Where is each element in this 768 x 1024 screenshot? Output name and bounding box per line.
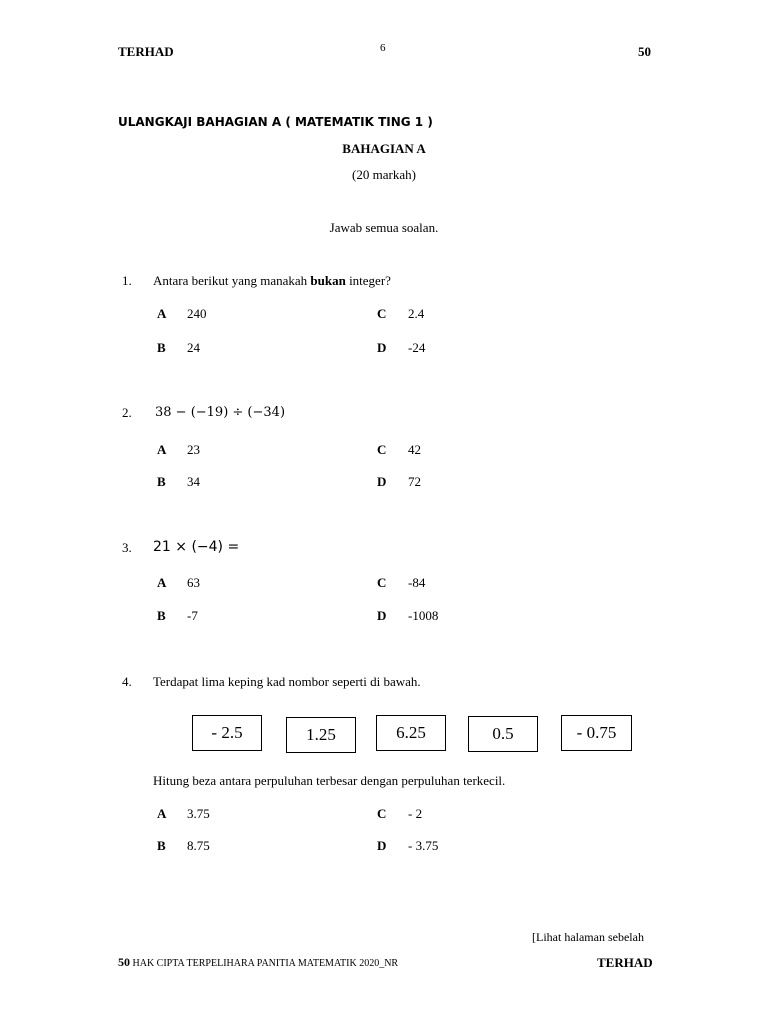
q1-option-c-letter: C <box>377 306 387 321</box>
q4-option-c-value: - 2 <box>408 806 423 821</box>
q3-option-d-value: -1008 <box>408 608 439 623</box>
q3-option-c-letter: C <box>377 575 387 590</box>
q2-option-a-value: 23 <box>187 442 200 457</box>
marks-label: (20 markah) <box>352 167 416 182</box>
question-1-number: 1. <box>122 273 132 288</box>
q4-option-c-letter: C <box>377 806 387 821</box>
question-2-expression: 38 − (−19) ÷ (−34) <box>155 405 286 420</box>
q2-option-c-letter: C <box>377 442 387 457</box>
question-4-number: 4. <box>122 674 132 689</box>
question-3-number: 3. <box>122 540 132 555</box>
q3-option-b-value: -7 <box>187 608 198 623</box>
q1-option-a-letter: A <box>157 306 167 321</box>
section-heading: ULANGKAJI BAHAGIAN A ( MATEMATIK TING 1 ) <box>118 115 433 129</box>
q3-option-d-letter: D <box>377 608 387 623</box>
question-4-text: Terdapat lima keping kad nombor seperti di bawah. <box>153 674 421 689</box>
number-card: 1.25 <box>286 717 356 753</box>
q1-option-b-letter: B <box>157 340 166 355</box>
header-right: 50 <box>638 44 651 59</box>
q3-option-a-letter: A <box>157 575 167 590</box>
q4-option-a-value: 3.75 <box>187 806 210 821</box>
part-title: BAHAGIAN A <box>342 141 426 156</box>
header-page-number: 6 <box>380 42 386 54</box>
q4-option-b-value: 8.75 <box>187 838 210 853</box>
next-page-note: [Lihat halaman sebelah <box>532 930 644 944</box>
q3-option-c-value: -84 <box>408 575 426 590</box>
q2-option-b-value: 34 <box>187 474 200 489</box>
q4-option-d-value: - 3.75 <box>408 838 439 853</box>
q4-option-d-letter: D <box>377 838 387 853</box>
number-card: 0.5 <box>468 716 538 752</box>
instruction: Jawab semua soalan. <box>329 220 439 235</box>
question-1-text: Antara berikut yang manakah bukan integer? <box>153 273 391 288</box>
question-2-number: 2. <box>122 405 132 420</box>
number-card: - 2.5 <box>192 715 262 751</box>
q2-option-b-letter: B <box>157 474 166 489</box>
header-left: TERHAD <box>118 44 174 59</box>
footer-copyright: 50 HAK CIPTA TERPELIHARA PANITIA MATEMATIK 2020_NR <box>118 955 399 969</box>
q1-option-d-value: -24 <box>408 340 426 355</box>
q1-option-a-value: 240 <box>187 306 207 321</box>
q1-option-c-value: 2.4 <box>408 306 425 321</box>
q2-option-a-letter: A <box>157 442 167 457</box>
q2-option-d-value: 72 <box>408 474 421 489</box>
q1-option-b-value: 24 <box>187 340 200 355</box>
number-card: - 0.75 <box>561 715 632 751</box>
q3-option-a-value: 63 <box>187 575 200 590</box>
number-card: 6.25 <box>376 715 446 751</box>
q4-option-b-letter: B <box>157 838 166 853</box>
q2-option-d-letter: D <box>377 474 387 489</box>
question-3-expression: 21 × (−4) = <box>153 539 240 555</box>
question-4-prompt: Hitung beza antara perpuluhan terbesar dengan perpuluhan terkecil. <box>153 773 506 788</box>
q1-option-d-letter: D <box>377 340 387 355</box>
footer-right: TERHAD <box>597 955 653 970</box>
q4-option-a-letter: A <box>157 806 167 821</box>
q2-option-c-value: 42 <box>408 442 421 457</box>
q3-option-b-letter: B <box>157 608 166 623</box>
